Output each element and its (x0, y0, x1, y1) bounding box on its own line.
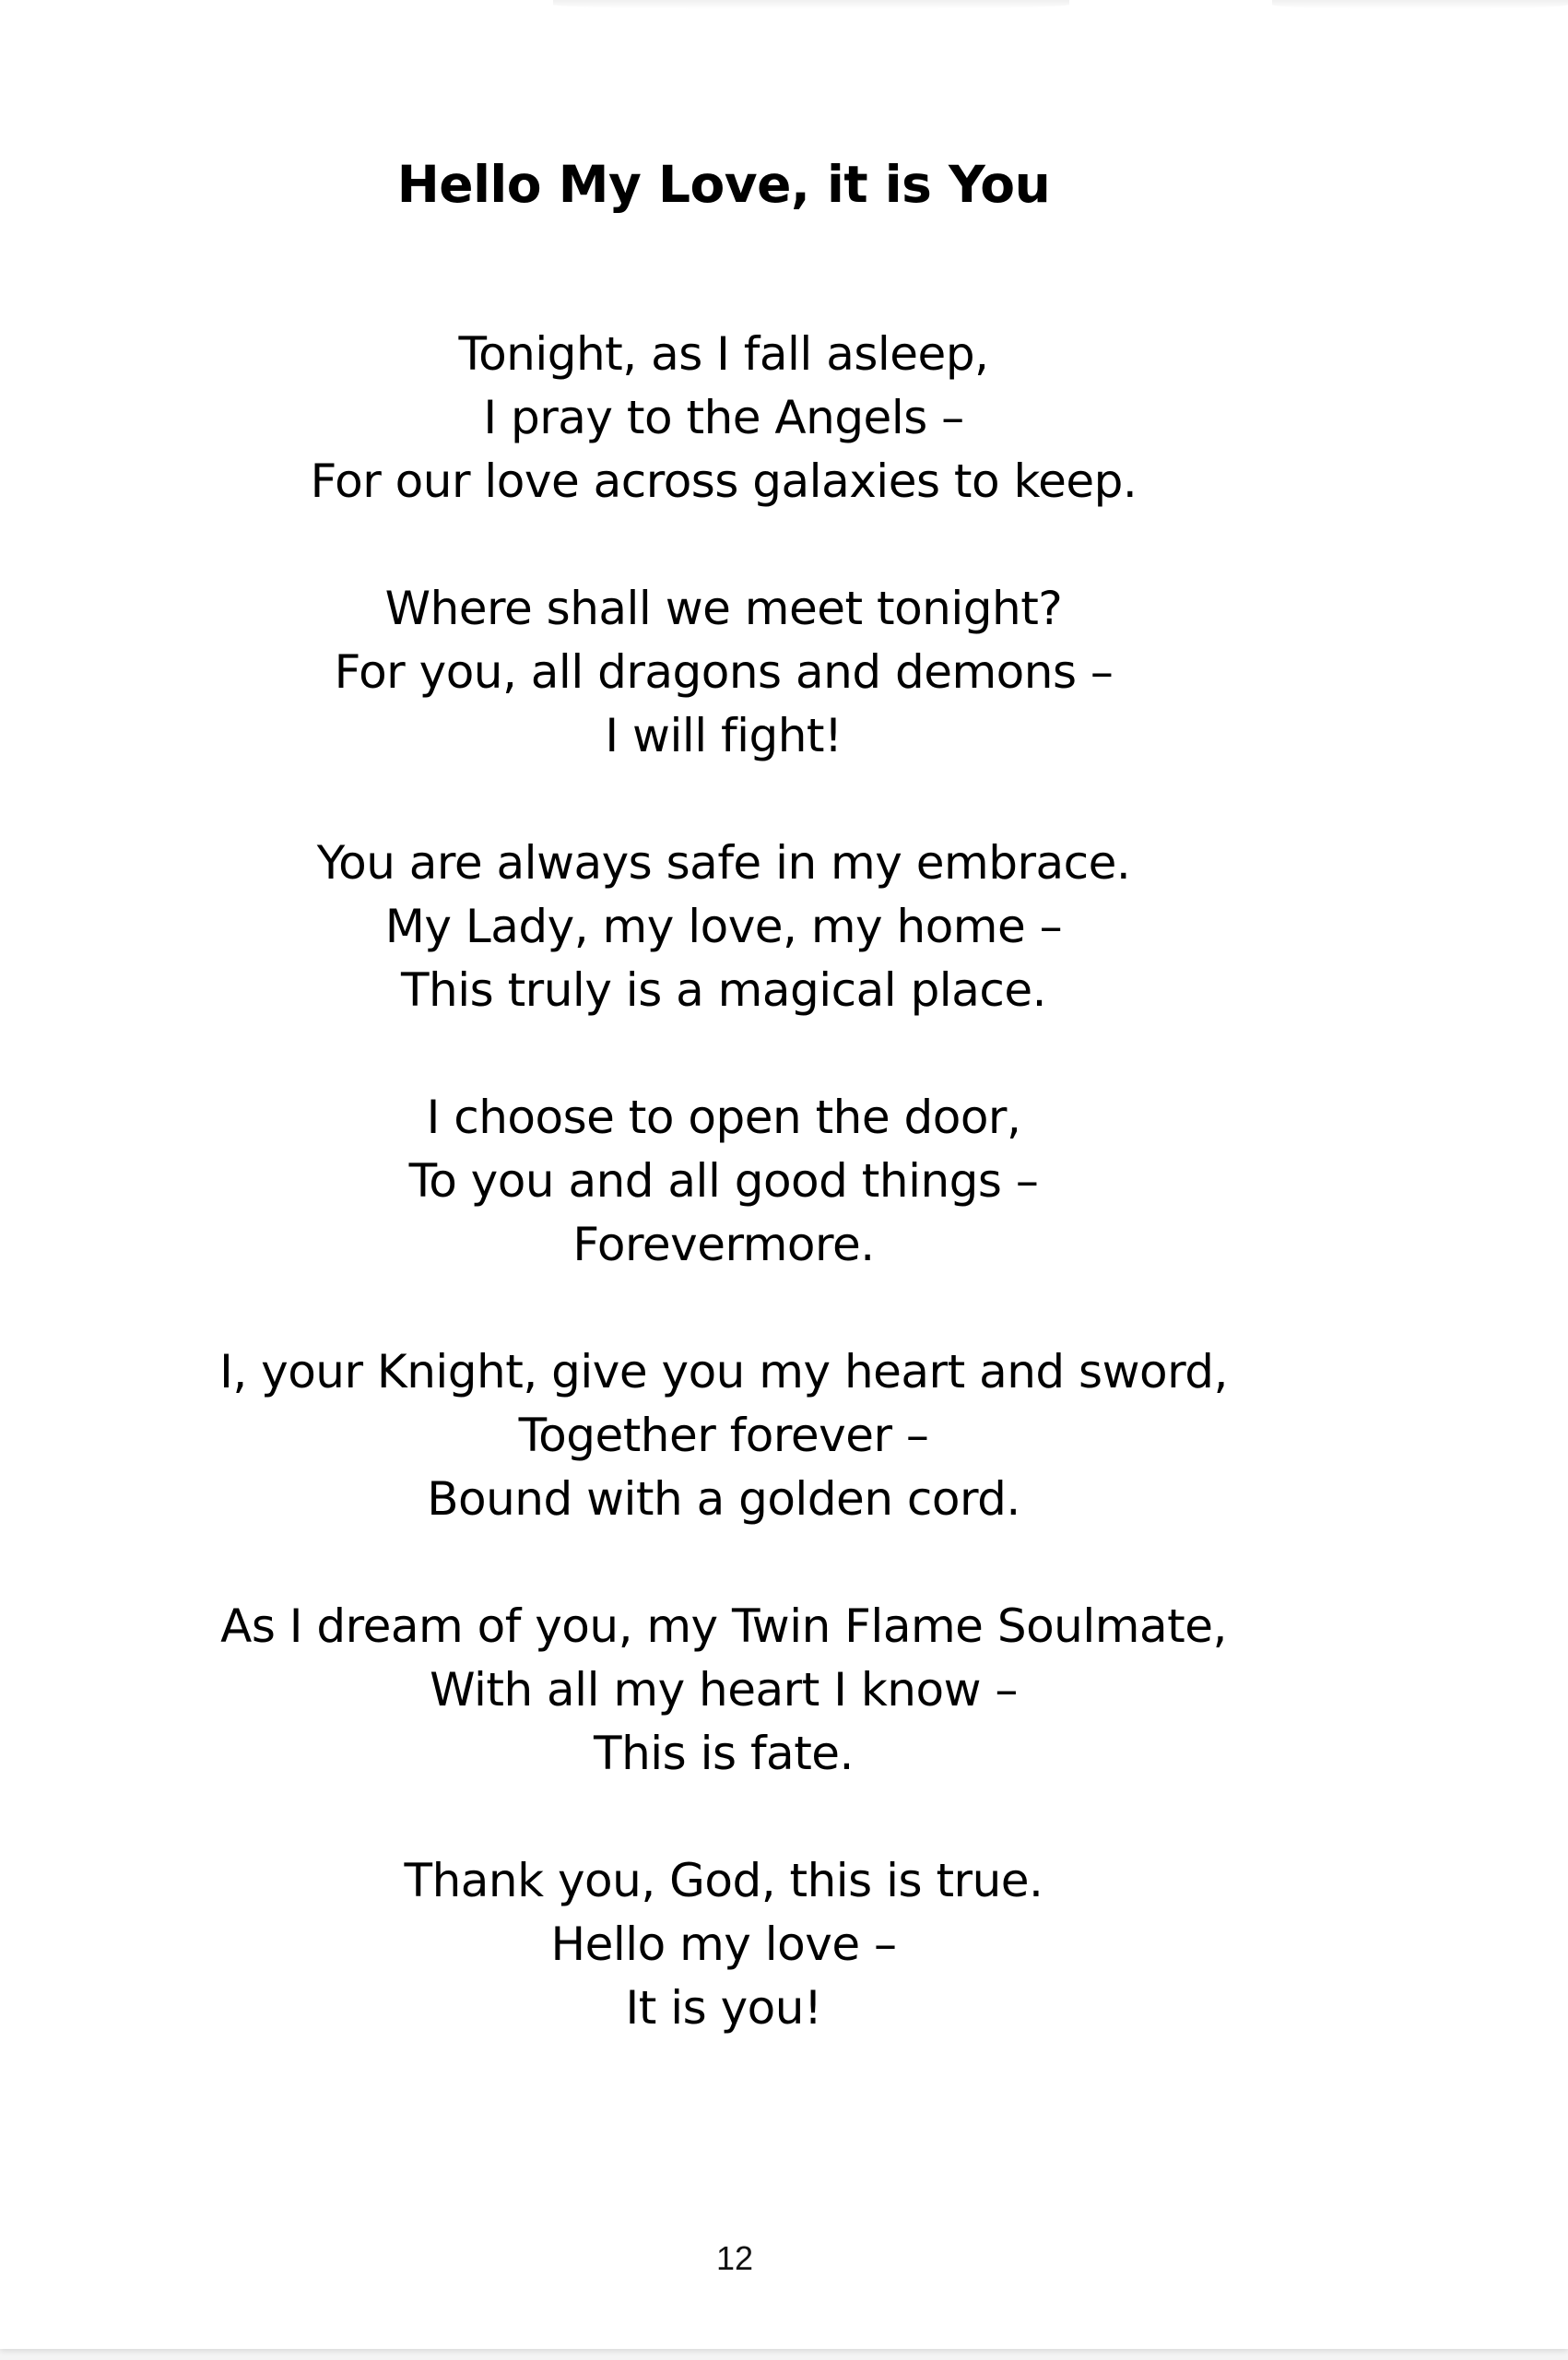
poem-line: My Lady, my love, my home – (384, 900, 1063, 953)
poem-line: I pray to the Angels – (483, 391, 964, 444)
stanza (0, 1849, 1447, 2040)
poem-line: To you and all good things – (408, 1154, 1039, 1208)
page-edge-shadow (553, 0, 1069, 9)
poem-line: I choose to open the door, (426, 1091, 1021, 1144)
poem-line: You are always safe in my embrace. (316, 836, 1131, 890)
stanza (0, 1086, 1447, 1277)
poem-line: For you, all dragons and demons – (334, 645, 1114, 699)
poem-line: For our love across galaxies to keep. (310, 454, 1138, 508)
stanza (0, 323, 1447, 513)
poem-title: Hello My Love, it is You (396, 155, 1051, 214)
poem-line: Tonight, as I fall asleep, (458, 327, 989, 381)
poem-line: I, your Knight, give you my heart and sword, (219, 1345, 1228, 1398)
poem-line: Forevermore. (572, 1218, 875, 1271)
poem-line: Where shall we meet tonight? (384, 582, 1063, 635)
page-number: 12 (715, 2239, 754, 2277)
poem-line: Bound with a golden cord. (427, 1472, 1020, 1526)
stanza (0, 1340, 1447, 1531)
poem-line: Together forever – (518, 1409, 929, 1462)
poem-line: With all my heart I know – (430, 1663, 1018, 1717)
poem-line: As I dream of you, my Twin Flame Soulmate, (220, 1599, 1227, 1653)
page-edge-shadow (1272, 0, 1568, 9)
poem-line: It is you! (625, 1981, 822, 2035)
poem-line: I will fight! (605, 709, 843, 762)
poem-line: Hello my love – (550, 1918, 897, 1971)
poem-line: This truly is a magical place. (401, 963, 1046, 1017)
stanza (0, 832, 1447, 1022)
poem-body (0, 323, 1447, 2104)
poem-line: Thank you, God, this is true. (404, 1854, 1043, 1907)
stanza (0, 1595, 1447, 1786)
stanza (0, 577, 1447, 768)
poem-line: This is fate. (594, 1727, 854, 1780)
